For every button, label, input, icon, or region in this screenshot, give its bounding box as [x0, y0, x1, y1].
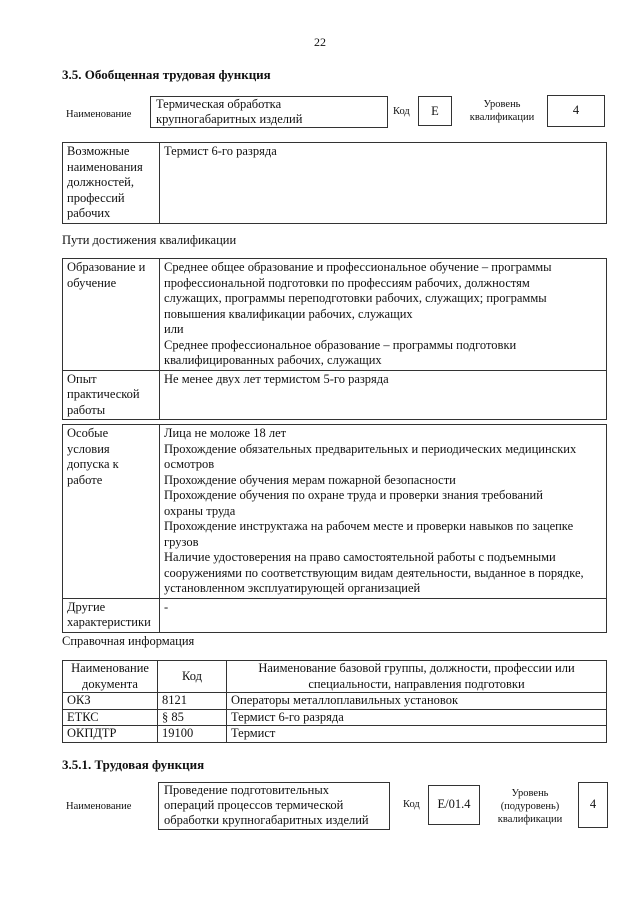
conditions-value-line: Прохождение инструктажа на рабочем месте и проверки навыков по зацепке [164, 519, 574, 533]
positions-value-cell [160, 143, 607, 224]
conditions-table [62, 424, 607, 633]
tf-name-line: Проведение подготовительных [164, 783, 329, 797]
conditions-label-line: допуска к [67, 457, 119, 471]
ref-header-doc [63, 661, 158, 693]
reference-table [62, 660, 607, 743]
ref-name-cell: Термист 6-го разряда [227, 709, 607, 726]
tf-level-value: 4 [589, 797, 597, 811]
positions-label-line: наименования [67, 159, 143, 174]
table-row [63, 693, 607, 710]
education-value-line: Среднее общее образование и профессиональное обучение – программы [164, 260, 552, 274]
conditions-value-line: Прохождение обучения по охране труда и проверки знания требований [164, 488, 543, 502]
conditions-value-line: установленном эксплуатирующей организацией [164, 581, 421, 595]
gtf-level-box [547, 95, 605, 127]
conditions-value-cell [160, 425, 607, 599]
ref-header-code [158, 661, 227, 693]
other-value: - [164, 599, 169, 614]
tf-level-label-line: квалификации [497, 814, 563, 825]
tf-level-label-line: (подуровень) [500, 801, 560, 812]
positions-label-line: должностей, [67, 175, 134, 189]
other-value-cell [160, 598, 607, 632]
gtf-name-line1: Термическая обработка [156, 97, 282, 111]
ref-header-doc-line: Наименование [71, 661, 149, 675]
tf-code-label: Код [403, 799, 420, 810]
paths-title: Пути достижения квалификации [62, 233, 237, 247]
education-value-line: или [164, 322, 184, 336]
table-row [63, 726, 607, 743]
gtf-code-value: E [431, 104, 439, 118]
tf-code-box [428, 785, 480, 825]
conditions-label-cell [63, 425, 160, 599]
tf-code-value: E/01.4 [437, 797, 471, 811]
gtf-level-label-line1: Уровень [483, 99, 521, 110]
gtf-code-label: Код [393, 106, 410, 117]
ref-doc-cell: ОКЗ [63, 693, 158, 710]
conditions-value-line: осмотров [164, 457, 215, 471]
conditions-value-line: Прохождение обучения мерам пожарной безопасности [164, 472, 456, 487]
education-label-cell [63, 259, 160, 371]
education-value-line: повышения квалификации рабочих, служащих [164, 306, 413, 321]
positions-label-line: рабочих [67, 206, 111, 220]
conditions-value-line: сооружениями по соответствующим видам деятельности, выданное в порядке, [164, 565, 584, 580]
tf-name-box [158, 782, 390, 830]
tf-level-label-line: Уровень [511, 788, 549, 799]
education-label-line: обучение [67, 275, 117, 290]
ref-header-name-line: специальности, направления подготовки [308, 676, 525, 691]
subsection-title: 3.5.1. Трудовая функция [62, 757, 205, 772]
ref-doc-cell: ОКПДТР [63, 726, 158, 743]
ref-header-code-text: Код [182, 668, 202, 683]
positions-label-line: Возможные [67, 144, 130, 158]
tf-name-line: операций процессов термической [164, 798, 344, 812]
table-row [63, 709, 607, 726]
education-table [62, 258, 607, 420]
positions-label-line: профессий [67, 190, 125, 205]
ref-header-doc-line: документа [82, 676, 138, 691]
conditions-value-line: Наличие удостоверения на право самостоятельной работы с подъемными [164, 550, 556, 564]
positions-value: Термист 6-го разряда [164, 144, 277, 158]
education-value-line: квалифицированных рабочих, служащих [164, 353, 382, 367]
reference-title: Справочная информация [62, 634, 195, 648]
gtf-name-box [150, 96, 388, 128]
page-number: 22 [314, 35, 326, 49]
conditions-label-line: работе [67, 472, 103, 487]
ref-code-cell: 19100 [158, 726, 227, 743]
conditions-value-line: Лица не моложе 18 лет [164, 426, 287, 440]
ref-code-cell: 8121 [158, 693, 227, 710]
conditions-value-line: грузов [164, 534, 199, 549]
education-value-cell [160, 259, 607, 371]
experience-value: Не менее двух лет термистом 5-го разряда [164, 371, 389, 386]
tf-level-label [490, 787, 570, 826]
education-value-line: профессиональной подготовки по профессиям рабочих, должностям [164, 275, 530, 290]
tf-level-box [578, 782, 608, 828]
conditions-label-line: условия [67, 441, 110, 456]
gtf-level-label [462, 98, 542, 124]
gtf-code-box [418, 96, 452, 126]
experience-label-line: работы [67, 402, 106, 417]
education-value-line: Среднее профессиональное образование – программы подготовки [164, 337, 517, 352]
gtf-level-label-line2: квалификации [469, 112, 535, 123]
positions-label-cell [63, 143, 160, 224]
tf-name-line: обработки крупногабаритных изделий [164, 813, 369, 827]
ref-header-name-line: Наименование базовой группы, должности, профессии или [258, 661, 575, 675]
other-label-line: Другие [67, 599, 106, 614]
gtf-level-value: 4 [572, 103, 580, 117]
education-label-line: Образование и [67, 260, 146, 274]
gtf-name-line2: крупногабаритных изделий [156, 112, 303, 126]
conditions-label-line: Особые [67, 426, 109, 440]
gtf-name-label: Наименование [66, 109, 132, 120]
ref-name-cell: Термист [227, 726, 607, 743]
experience-value-cell [160, 370, 607, 420]
other-label-line: характеристики [67, 615, 151, 629]
other-label-cell [63, 598, 160, 632]
experience-label-line: практической [67, 387, 140, 401]
experience-label-line: Опыт [67, 371, 97, 386]
section-title: 3.5. Обобщенная трудовая функция [62, 67, 271, 82]
experience-label-cell [63, 370, 160, 420]
conditions-value-line: Прохождение обязательных предварительных и периодических медицинских [164, 441, 577, 456]
conditions-value-line: охраны труда [164, 503, 236, 518]
ref-code-cell: § 85 [158, 709, 227, 726]
tf-name-label: Наименование [66, 801, 132, 812]
education-value-line: служащих, программы переподготовки рабочих, служащих; программы [164, 291, 547, 305]
positions-table [62, 142, 607, 224]
ref-header-name [227, 661, 607, 693]
ref-doc-cell: ЕТКС [63, 709, 158, 726]
ref-name-cell: Операторы металлоплавильных установок [227, 693, 607, 710]
